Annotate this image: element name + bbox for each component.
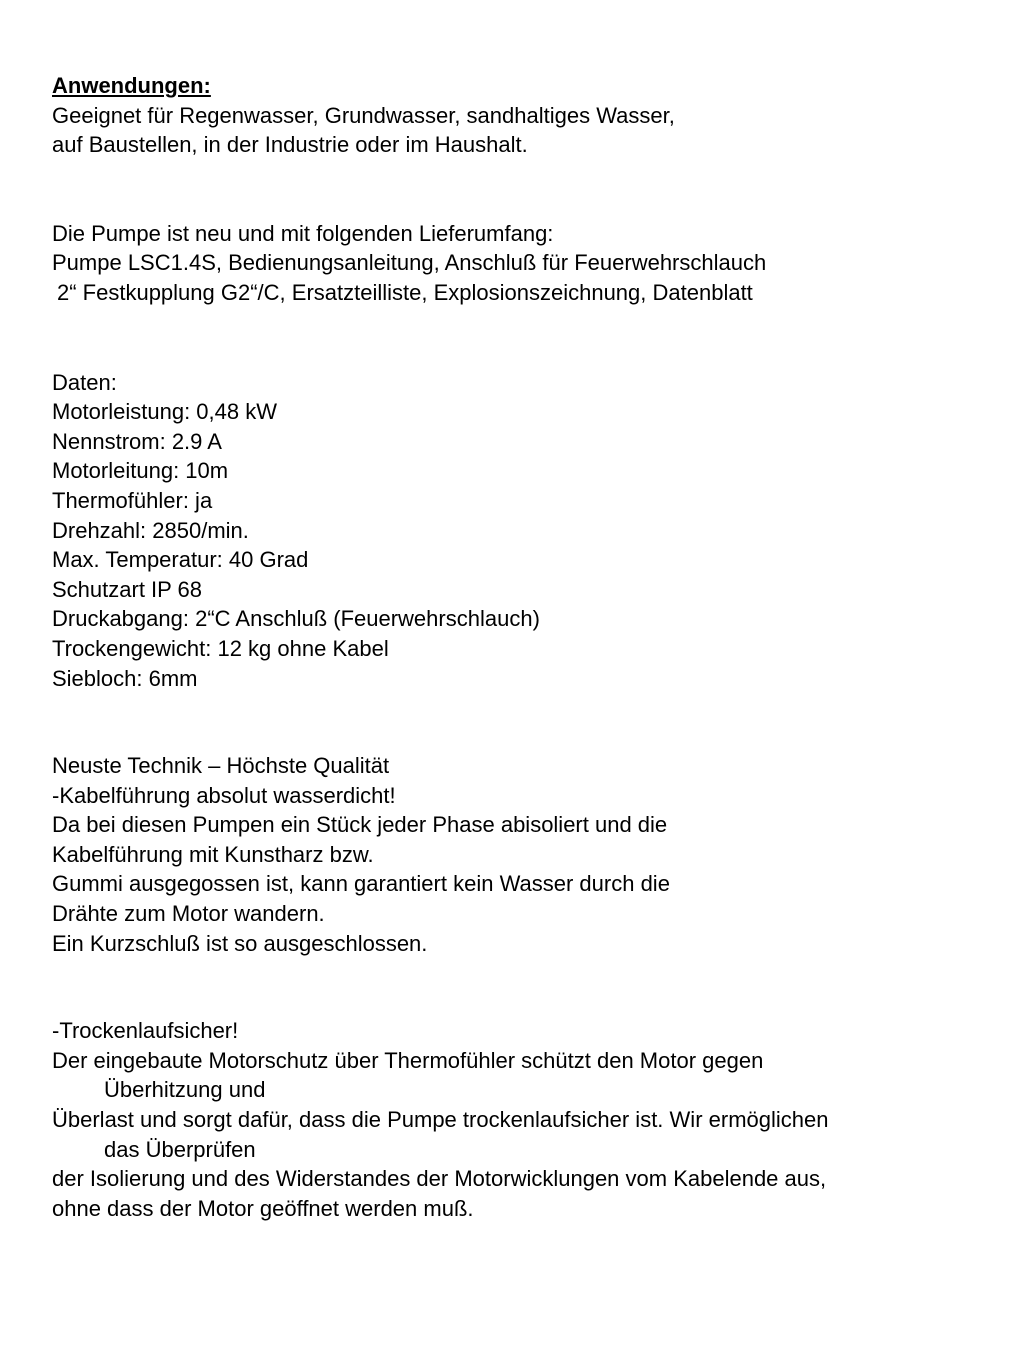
data-line-speed: Drehzahl: 2850/min.: [52, 517, 249, 543]
technology-section: [52, 751, 1002, 958]
data-line-protection-class: Schutzart IP 68: [52, 576, 203, 602]
applications-section: [52, 71, 1002, 160]
data-line-strainer-hole: Siebloch: 6mm: [52, 665, 198, 691]
dryrun-line-5: das Überprüfen: [104, 1136, 256, 1162]
applications-heading: Anwendungen:: [52, 73, 211, 98]
data-title: Daten:: [52, 369, 117, 395]
dryrun-line-4: Überlast und sorgt dafür, dass die Pumpe trockenlaufsicher ist. Wir ermöglichen: [52, 1107, 829, 1133]
technology-line-3: Da bei diesen Pumpen ein Stück jeder Phase abisoliert und die: [52, 812, 668, 838]
dryrun-line-6: der Isolierung und des Widerstandes der Motorwicklungen vom Kabelende aus,: [52, 1166, 827, 1192]
technology-line-7: Ein Kurzschluß ist so ausgeschlossen.: [52, 930, 428, 956]
technology-line-5: Gummi ausgegossen ist, kann garantiert kein Wasser durch die: [52, 871, 670, 897]
dryrun-line-7: ohne dass der Motor geöffnet werden muß.: [52, 1195, 474, 1221]
technology-line-2: -Kabelführung absolut wasserdicht!: [52, 782, 396, 808]
spacer: [52, 160, 1002, 219]
data-line-pressure-outlet: Druckabgang: 2“C Anschluß (Feuerwehrschlauch): [52, 606, 540, 632]
data-line-rated-current: Nennstrom: 2.9 A: [52, 428, 222, 454]
data-line-dry-weight: Trockengewicht: 12 kg ohne Kabel: [52, 635, 389, 661]
data-line-motor-power: Motorleistung: 0,48 kW: [52, 399, 277, 425]
delivery-line-2: Pumpe LSC1.4S, Bedienungsanleitung, Anschluß für Feuerwehrschlauch: [52, 250, 767, 276]
dryrun-line-3: Überhitzung und: [104, 1077, 266, 1103]
technology-line-6: Drähte zum Motor wandern.: [52, 901, 325, 927]
delivery-section: [52, 219, 1002, 308]
spacer: [52, 958, 1002, 1016]
data-line-max-temperature: Max. Temperatur: 40 Grad: [52, 547, 309, 573]
applications-line-1: Geeignet für Regenwasser, Grundwasser, sandhaltiges Wasser,: [52, 102, 675, 128]
dryrun-section: [52, 1016, 1002, 1223]
data-line-thermal-sensor: Thermofühler: ja: [52, 487, 213, 513]
spacer: [52, 693, 1002, 751]
delivery-line-1: Die Pumpe ist neu und mit folgenden Lieferumfang:: [52, 220, 554, 246]
technology-line-4: Kabelführung mit Kunstharz bzw.: [52, 841, 374, 867]
delivery-line-3: 2“ Festkupplung G2“/C, Ersatzteilliste, Explosionszeichnung, Datenblatt: [57, 279, 753, 305]
dryrun-line-1: -Trockenlaufsicher!: [52, 1018, 239, 1044]
applications-line-2: auf Baustellen, in der Industrie oder im Haushalt.: [52, 132, 528, 158]
technology-line-1: Neuste Technik – Höchste Qualität: [52, 753, 390, 779]
spacer: [52, 308, 1002, 368]
data-section: [52, 368, 1002, 694]
data-line-motor-cable: Motorleitung: 10m: [52, 458, 229, 484]
dryrun-line-2: Der eingebaute Motorschutz über Thermofühler schützt den Motor gegen: [52, 1047, 764, 1073]
document-page: [52, 71, 1002, 1223]
